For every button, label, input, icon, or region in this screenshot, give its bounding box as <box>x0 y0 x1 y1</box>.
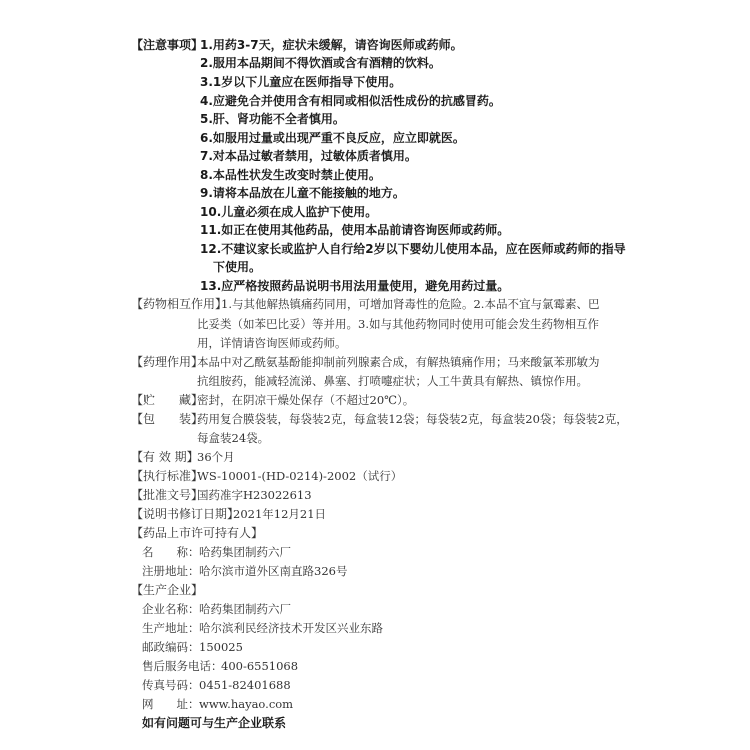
precaution-item: 8.本品性状发生改变时禁止使用。 <box>200 168 381 182</box>
approval-label: 【批准文号】 <box>131 488 204 502</box>
standard-label: 【执行标准】 <box>131 469 204 483</box>
interactions-text: 用，详情请咨询医师或药师。 <box>197 336 347 350</box>
precaution-item: 4.应避免合并使用含有相同或相似活性成份的抗感冒药。 <box>200 94 501 108</box>
precaution-item: 6.如服用过量或出现严重不良反应，应立即就医。 <box>200 131 465 145</box>
validity-value: 36个月 <box>197 450 235 464</box>
precaution-item: 下使用。 <box>213 260 262 274</box>
precautions-label: 【注意事项】 <box>131 38 204 52</box>
holder-name: 哈药集团制药六厂 <box>199 545 291 559</box>
manufacturer-service: 400-6551068 <box>221 659 299 673</box>
precaution-item: 9.请将本品放在儿童不能接触的地方。 <box>200 186 405 200</box>
pharmacology-text: 本品中对乙酰氨基酚能抑制前列腺素合成，有解热镇痛作用；马来酸氯苯那敏为 <box>197 355 600 369</box>
holder-label: 【药品上市许可持有人】 <box>131 526 264 540</box>
holder-addr-label: 注册地址： <box>142 564 200 578</box>
precaution-item: 10.儿童必须在成人监护下使用。 <box>200 205 378 219</box>
approval-value: 国药准字H23022613 <box>197 488 312 502</box>
package-text: 药用复合膜袋装，每袋装2克，每盒装12袋；每袋装2克，每盒装20袋；每袋装2克， <box>197 412 628 426</box>
precaution-item: 11.如正在使用其他药品，使用本品前请咨询医师或药师。 <box>200 223 510 237</box>
manufacturer-label: 【生产企业】 <box>131 583 204 597</box>
holder-name-label: 名 称： <box>142 545 200 559</box>
footer-note: 如有问题可与生产企业联系 <box>142 716 287 730</box>
revision-label: 【说明书修订日期】 <box>131 507 240 521</box>
pharmacology-label: 【药理作用】 <box>131 355 204 369</box>
manufacturer-addr: 哈尔滨利民经济技术开发区兴业东路 <box>199 621 383 635</box>
precaution-item: 3.1岁以下儿童应在医师指导下使用。 <box>200 75 402 89</box>
precaution-item: 1.用药3-7天，症状未缓解，请咨询医师或药师。 <box>200 38 463 52</box>
manufacturer-web-label: 网 址： <box>142 697 200 711</box>
storage-value: 密封，在阴凉干燥处保存（不超过20℃）。 <box>197 393 415 407</box>
precaution-item: 5.肝、肾功能不全者慎用。 <box>200 112 345 126</box>
holder-addr: 哈尔滨市道外区南直路326号 <box>199 564 348 578</box>
manufacturer-web: www.hayao.com <box>199 697 294 711</box>
standard-value: WS-10001-(HD-0214)-2002（试行） <box>197 469 403 483</box>
precaution-item: 2.服用本品期间不得饮酒或含有酒精的饮料。 <box>200 56 441 70</box>
manufacturer-fax: 0451-82401688 <box>199 678 291 692</box>
manufacturer-fax-label: 传真号码： <box>142 678 200 692</box>
precaution-item: 13.应严格按照药品说明书用法用量使用，避免用药过量。 <box>200 279 510 293</box>
precaution-item: 12.不建议家长或监护人自行给2岁以下婴幼儿使用本品，应在医师或药师的指导 <box>200 242 626 256</box>
revision-value: 2021年12月21日 <box>233 507 327 521</box>
manufacturer-service-label: 售后服务电话： <box>142 659 223 673</box>
manufacturer-name: 哈药集团制药六厂 <box>199 602 291 616</box>
manufacturer-name-label: 企业名称： <box>142 602 200 616</box>
interactions-text: 比妥类（如苯巴比妥）等并用。3.如与其他药物同时使用可能会发生药物相互作 <box>197 317 599 331</box>
manufacturer-addr-label: 生产地址： <box>142 621 200 635</box>
interactions-label: 【药物相互作用】 <box>131 297 228 311</box>
validity-label: 【有 效 期】 <box>131 450 199 464</box>
storage-label: 【贮 藏】 <box>131 393 204 407</box>
manufacturer-zip: 150025 <box>199 640 243 654</box>
precaution-item: 7.对本品过敏者禁用，过敏体质者慎用。 <box>200 149 417 163</box>
package-label: 【包 装】 <box>131 412 204 426</box>
manufacturer-zip-label: 邮政编码： <box>142 640 200 654</box>
interactions-text: 1.与其他解热镇痛药同用，可增加肾毒性的危险。2.本品不宜与氯霉素、巴 <box>221 297 600 311</box>
pharmacology-text: 抗组胺药，能减轻流涕、鼻塞、打喷嚏症状；人工牛黄具有解热、镇惊作用。 <box>197 374 588 388</box>
package-text: 每盒装24袋。 <box>197 431 270 445</box>
